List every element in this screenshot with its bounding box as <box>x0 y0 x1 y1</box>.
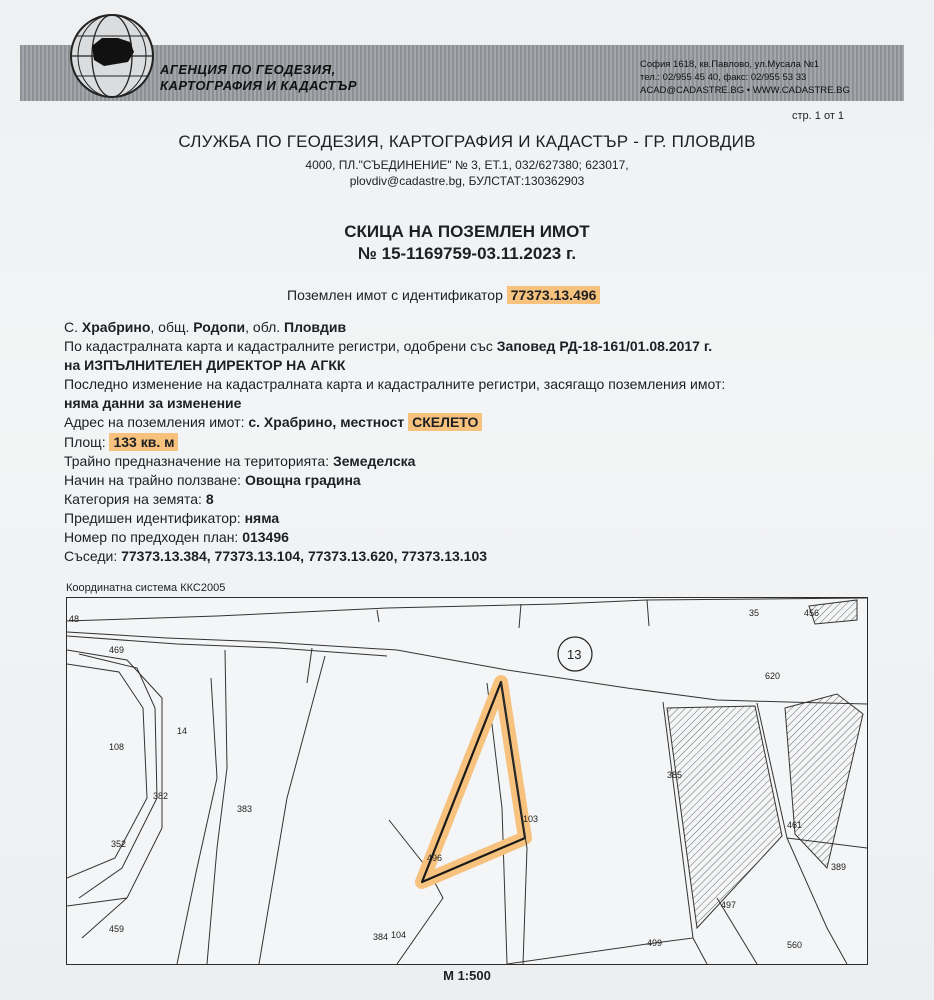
parcel-label: 497 <box>721 900 737 910</box>
designation-line <box>64 452 884 471</box>
parcel-label: 459 <box>109 924 125 934</box>
parcel-label: 14 <box>177 726 188 736</box>
parcel-label: 499 <box>647 938 663 948</box>
property-details <box>64 318 884 566</box>
parcel-label: 35 <box>749 608 760 618</box>
page-number: стр. 1 от 1 <box>792 110 845 122</box>
document-number: № 15-1169759-03.11.2023 г. <box>357 244 577 263</box>
identifier-label: Поземлен имот с идентификатор <box>287 287 503 303</box>
contact-address: София 1618, кв.Павлово, ул.Мусала №1 <box>640 59 820 70</box>
office-address <box>0 157 934 189</box>
globe-bulgaria-icon <box>68 12 156 100</box>
neighbors-value: 77373.13.384, 77373.13.104, 77373.13.620, 77373.13.103 <box>121 548 488 565</box>
category-value: 8 <box>205 490 214 507</box>
parcel-label: 560 <box>787 940 803 950</box>
parcel-label: 461 <box>787 820 803 830</box>
address-value: с. Храбрино, местност <box>248 414 405 431</box>
parcel-label: 383 <box>237 804 253 814</box>
region: Пловдив <box>284 319 347 335</box>
office-address-line2: plovdiv@cadastre.bg, БУЛСТАТ:130362903 <box>349 174 585 188</box>
area-line <box>64 433 884 452</box>
parcel-label: 103 <box>523 814 539 824</box>
parcel-label: 620 <box>765 671 781 681</box>
parcel-label: 108 <box>109 742 125 752</box>
office-address-line1: 4000, ПЛ."СЪЕДИНЕНИЕ" № 3, ЕТ.1, 032/627380; 623017, <box>305 158 629 172</box>
previous-plan-label: Номер по предходен план: <box>64 529 239 546</box>
parcel-label: 382 <box>153 791 169 801</box>
subject-parcel <box>422 682 525 882</box>
parcel-label: 385 <box>667 770 683 780</box>
approval-text: По кадастралната карта и кадастралните регистри, одобрени със <box>64 338 493 355</box>
area-value: 133 кв. м <box>109 433 178 451</box>
municipality-prefix: , общ. <box>150 319 190 335</box>
approval-line <box>64 337 884 356</box>
cadastral-map <box>66 597 868 965</box>
address-locality: СКЕЛЕТО <box>408 413 482 431</box>
designation-value: Земеделска <box>332 452 416 469</box>
neighbors-label: Съседи: <box>64 548 118 565</box>
previous-plan-value: 013496 <box>242 529 289 546</box>
village-prefix: С. <box>64 319 78 335</box>
previous-id-label: Предишен идентификатор: <box>64 509 241 526</box>
usage-line <box>64 471 884 490</box>
previous-id-value: няма <box>244 509 280 526</box>
contact-web: ACAD@CADASTRE.BG • WWW.CADASTRE.BG <box>640 85 850 96</box>
area-label: Площ: <box>64 433 106 450</box>
location-line <box>64 318 884 337</box>
contact-phone: тел.: 02/955 45 40, факс: 02/955 53 33 <box>640 72 807 83</box>
address-line <box>64 413 884 432</box>
region-prefix: , обл. <box>245 319 281 335</box>
agency-name <box>160 62 357 94</box>
document-title <box>0 221 934 265</box>
neighbors-line <box>64 547 884 566</box>
parcel-label: 456 <box>804 608 820 618</box>
parcel-label: 104 <box>391 930 407 940</box>
usage-value: Овощна градина <box>244 471 361 488</box>
road-label: 13 <box>567 647 582 662</box>
last-change-label: Последно изменение на кадастралната карта и кадастралните регистри, засягащо поземления имот: <box>64 376 726 393</box>
parcel-label: 352 <box>111 839 127 849</box>
category-line <box>64 490 884 509</box>
approval-by: на ИЗПЪЛНИТЕЛЕН ДИРЕКТОР НА АГКК <box>64 357 346 374</box>
designation-label: Трайно предназначение на територията: <box>64 452 330 469</box>
parcel-label: 469 <box>109 645 125 655</box>
identifier-line <box>287 287 600 303</box>
municipality: Родопи <box>193 319 246 335</box>
address-label: Адрес на поземления имот: <box>64 414 245 431</box>
usage-label: Начин на трайно ползване: <box>64 471 242 488</box>
last-change-value: няма данни за изменение <box>64 395 242 412</box>
identifier-value: 77373.13.496 <box>507 286 601 304</box>
map-scale: М 1:500 <box>443 968 491 983</box>
parcel-label: 389 <box>831 862 847 872</box>
agency-contact <box>640 58 850 97</box>
previous-plan-line <box>64 528 884 547</box>
village: Храбрино <box>81 319 151 335</box>
parcel-label: 384 <box>373 932 389 942</box>
coordinate-system: Координатна система ККС2005 <box>66 582 226 594</box>
office-name: СЛУЖБА ПО ГЕОДЕЗИЯ, КАРТОГРАФИЯ И КАДАСТЪР - ГР. ПЛОВДИВ <box>178 132 756 151</box>
map-drawing <box>67 598 867 964</box>
agency-name-line1: АГЕНЦИЯ ПО ГЕОДЕЗИЯ, <box>160 62 336 77</box>
parcel-label: 496 <box>427 853 443 863</box>
category-label: Категория на земята: <box>64 490 202 507</box>
previous-id-line <box>64 509 884 528</box>
parcel-label: 48 <box>69 614 80 624</box>
approval-order: Заповед РД-18-161/01.08.2017 г. <box>496 338 713 355</box>
agency-name-line2: КАРТОГРАФИЯ И КАДАСТЪР <box>160 78 357 93</box>
document-title-text: СКИЦА НА ПОЗЕМЛЕН ИМОТ <box>344 222 590 241</box>
